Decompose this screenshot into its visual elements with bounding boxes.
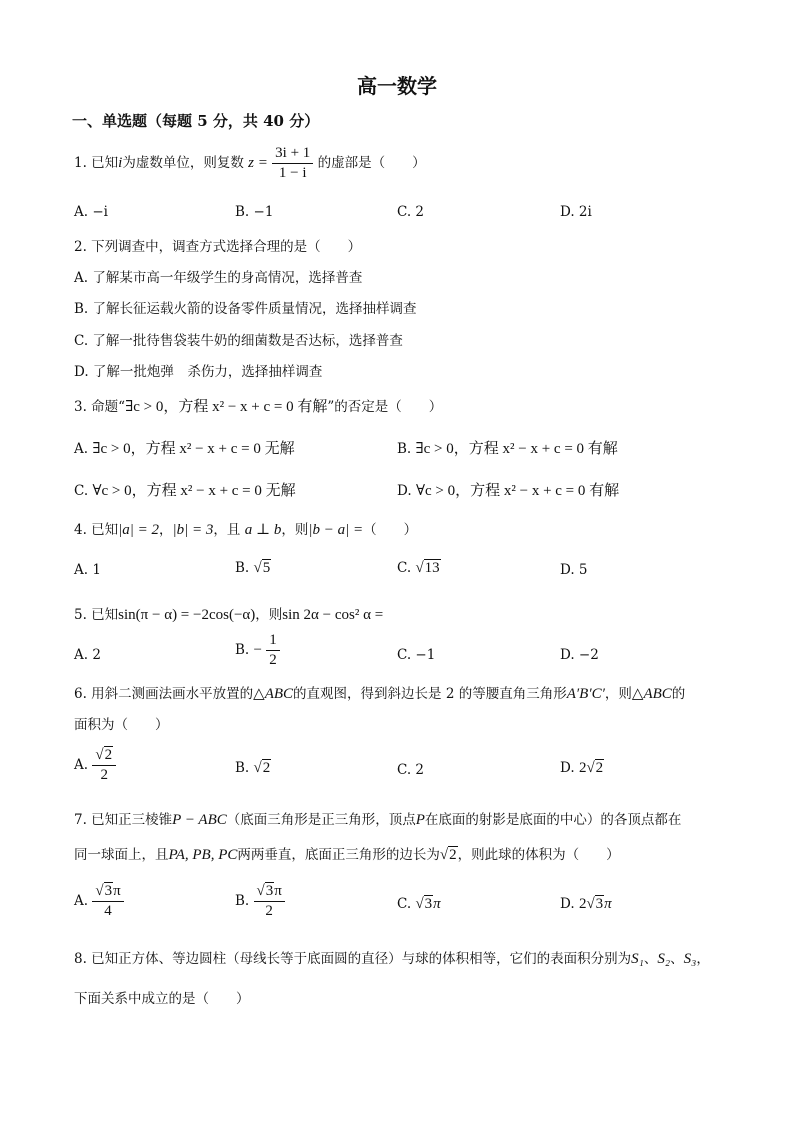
q5-option-b: B. − $\frac{1}{2}$ <box>235 633 280 668</box>
question-8-line-2: 下面关系中成立的是（ ） <box>74 991 250 1007</box>
q6-option-b: B. √2 <box>235 760 271 776</box>
q3-option-a: A. ∃c > 0，方程 x² − x + c = 0 无解 <box>74 441 295 457</box>
question-8-line-1: 8. 已知正方体、等边圆柱（母线长等于底面圆的直径）与球的体积相等，它们的表面积分别为S₁、S₂、S₃， <box>74 951 710 967</box>
q1-option-d: D. 2i <box>560 204 592 220</box>
q3-option-c: C. ∀c > 0，方程 x² − x + c = 0 无解 <box>74 483 296 499</box>
q7-option-a: A. $\frac{√3\pi}{4}$ <box>74 884 124 919</box>
fraction: $\frac{3i + 1}{1 - i}$ <box>272 146 313 181</box>
q4-option-c: C. √13 <box>397 560 440 576</box>
question-7-line-1: 7. 已知正三棱锥P − ABC（底面三角形是正三角形，顶点P在底面的射影是底面的中心）的各顶点都在 <box>74 812 682 828</box>
q3-option-b: B. ∃c > 0，方程 x² − x + c = 0 有解 <box>397 441 618 457</box>
q3-option-d: D. ∀c > 0，方程 x² − x + c = 0 有解 <box>397 483 620 499</box>
q5-option-c: C. −1 <box>397 647 436 663</box>
q5-option-a: A. 2 <box>74 647 101 663</box>
q2-option-b: B. 了解长征运载火箭的设备零件质量情况，选择抽样调查 <box>74 301 417 317</box>
q6-option-c: C. 2 <box>397 762 425 778</box>
question-7-line-2: 同一球面上，且PA, PB, PC两两垂直，底面正三角形的边长为√2，则此球的体积为（ ） <box>74 847 620 863</box>
q7-option-b: B. $\frac{√3\pi}{2}$ <box>235 884 285 919</box>
q4-option-d: D. 5 <box>560 562 588 578</box>
question-4-stem: 4. 已知|a| = 2，|b| = 3，且 a ⊥ b，则|b − a| =（ ） <box>74 522 418 538</box>
q5-option-d: D. −2 <box>560 647 599 663</box>
q4-option-b: B. √5 <box>235 560 271 576</box>
q1-option-c: C. 2 <box>397 204 425 220</box>
page-title: 高一数学 <box>357 74 437 98</box>
q2-option-c: C. 了解一批待售袋装牛奶的细菌数是否达标，选择普查 <box>74 333 403 349</box>
section-heading: 一、单选题（每题 5 分，共 40 分） <box>72 112 320 130</box>
q1-option-b: B. −1 <box>235 204 274 220</box>
q7-option-c: C. √3π <box>397 896 441 912</box>
question-6-line-1: 6. 用斜二测画法画水平放置的△ABC的直观图，得到斜边长是 2 的等腰直角三角形A′B′C′，则△ABC的 <box>74 686 686 702</box>
q6-option-a: A. $\frac{√2}{2}$ <box>74 748 116 783</box>
q2-option-a: A. 了解某市高一年级学生的身高情况，选择普查 <box>74 270 363 286</box>
q7-option-d: D. 2√3π <box>560 896 612 912</box>
question-6-line-2: 面积为（ ） <box>74 717 169 733</box>
question-1-stem: 1. 已知i为虚数单位，则复数 z = $\frac{3i + 1}{1 - i}$ 的虚部是（ ） <box>74 145 426 181</box>
question-3-stem: 3. 命题“∃c > 0，方程 x² − x + c = 0 有解”的否定是（ ） <box>74 399 443 415</box>
q1-option-a: A. −i <box>74 204 108 220</box>
q6-option-d: D. 2√2 <box>560 760 604 776</box>
q4-option-a: A. 1 <box>74 562 101 578</box>
question-2-stem: 2. 下列调查中，调查方式选择合理的是（ ） <box>74 239 362 255</box>
question-5-stem: 5. 已知sin(π − α) = −2cos(−α)，则sin 2α − cos² α = <box>74 607 384 623</box>
q2-option-d: D. 了解一批炮弹 杀伤力，选择抽样调查 <box>74 364 323 380</box>
